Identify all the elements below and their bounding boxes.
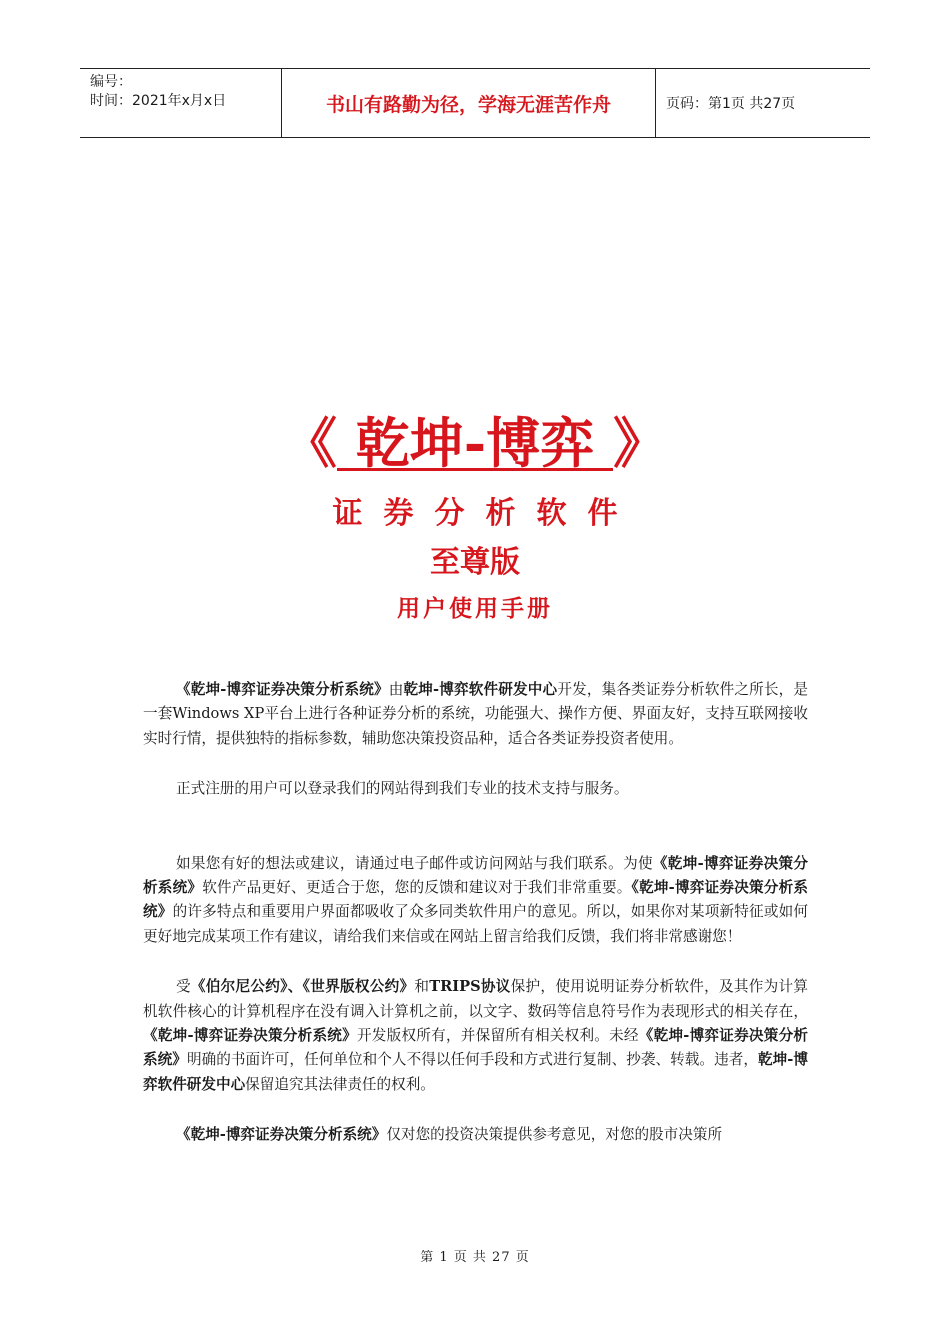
text-run: 《乾坤-博弈证券决策分析系统》	[143, 1027, 357, 1045]
text-run: 仅对您的投资决策提供参考意见，对您的股市决策所	[386, 1126, 723, 1144]
header-motto: 书山有路勤为径，学海无涯苦作舟	[282, 69, 656, 137]
paragraph-disclaimer	[143, 1123, 808, 1147]
page-footer: 第 1 页 共 27 页	[420, 1250, 530, 1265]
header-page-info: 页码：第1页 共27页	[666, 96, 796, 112]
text-run: 正式注册的用户可以登录我们的网站得到我们专业的技术支持与服务。	[176, 780, 629, 798]
text-run: 如果您有好的想法或建议，请通过电子邮件或访问网站与我们联系。为使	[176, 854, 653, 872]
paragraph-copyright	[143, 975, 808, 1097]
subtitle-edition: 至尊版	[430, 545, 520, 580]
body-text	[143, 678, 808, 1148]
document-title	[0, 408, 950, 478]
text-run: 开发，集各类证券分析软件之所长，是一套Windows XP平台上进行各种证券分析的系统，功能强大、操作方便、界面友好，支持互联网接收实时行情，提供独特的指标参数，辅助您决策投资品种，适合各类证券投资者使用。	[143, 681, 808, 747]
time-label: 时间：2021年x月x日	[90, 93, 227, 109]
paragraph-intro	[143, 678, 808, 751]
paragraph-support	[143, 777, 808, 801]
text-run: 软件产品更好、更适合于您，您的反馈和建议对于我们非常重要。	[202, 879, 632, 897]
paragraph-feedback	[143, 852, 808, 950]
text-run: 由	[388, 681, 404, 698]
text-run: 的许多特点和重要用户界面都吸收了众多同类软件用户的意见。所以，如果你对某项新特征或如何更好地完成某项工作有建议，请给我们来信或在网站上留言给我们反馈，我们将非常感谢您！	[143, 903, 808, 945]
text-run: 保留追究其法律责任的权利。	[245, 1075, 435, 1093]
text-run: 乾坤-博弈软件研发中心	[403, 681, 558, 698]
text-run: 《乾坤-博弈证券决策分析系统》	[176, 681, 389, 698]
title-close-bracket: 》	[613, 411, 667, 475]
text-run: 《伯尔尼公约》、《世界版权公约》	[190, 978, 415, 996]
text-run: 《乾坤-博弈证券决策分析系统》	[143, 1027, 808, 1069]
text-run: 保护，使用说明证券分析软件，及其作为计算机软件核心的计算机程序在没有调入计算机之前，以文字、数码等信息符号作为表现形式的相关存在，	[143, 978, 808, 1020]
subtitle-manual: 用户使用手册	[397, 595, 553, 622]
title-open-bracket: 《	[282, 411, 337, 475]
text-run: 明确的书面许可，任何单位和个人不得以任何手段和方式进行复制、抄袭、转载。违者，	[186, 1051, 758, 1069]
subtitle-software: 证券分析软件	[332, 496, 639, 531]
text-run: 受	[176, 978, 191, 996]
text-run: 《乾坤-博弈证券决策分析系统》	[143, 879, 808, 921]
text-run: 《乾坤-博弈证券决策分析系统》	[176, 1126, 387, 1144]
text-run: 和	[414, 978, 430, 996]
text-run: 《乾坤-博弈证券决策分析系统》	[143, 854, 808, 897]
text-run: 开发版权所有，并保留所有相关权利。未经	[356, 1027, 639, 1045]
text-run: 乾坤-博弈软件研发中心	[143, 1051, 808, 1093]
number-label: 编号：	[90, 74, 132, 90]
text-run: TRIPS协议	[429, 978, 511, 996]
title-name: 乾坤-博弈	[336, 411, 613, 475]
header-table	[80, 68, 870, 138]
header-meta-cell	[80, 69, 282, 137]
